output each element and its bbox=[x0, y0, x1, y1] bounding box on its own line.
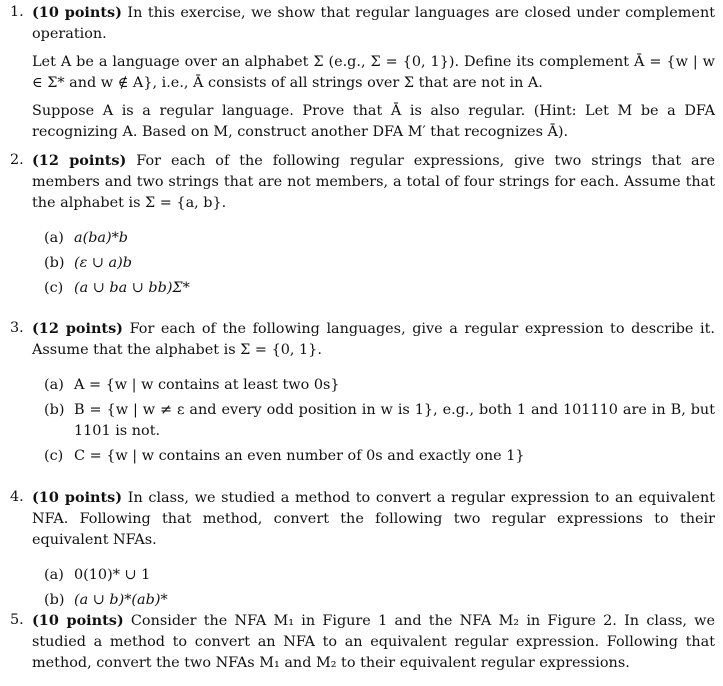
sub-item bbox=[44, 446, 715, 467]
sub-item-list bbox=[44, 228, 715, 299]
question-points: (12 points) bbox=[32, 320, 123, 337]
sub-item-label: (b) bbox=[44, 592, 65, 608]
sub-item-text: C = {w | w contains an even number of 0s and exactly one 1} bbox=[74, 448, 525, 464]
sub-item bbox=[44, 590, 715, 611]
sub-item-text: a(ba)*b bbox=[74, 230, 129, 246]
sub-item-text: (a ∪ ba ∪ bb)Σ* bbox=[74, 280, 190, 296]
question-2 bbox=[10, 150, 715, 303]
question-paragraph: Let A be a language over an alphabet Σ (e.g., Σ = {0, 1}). Define its complement Ā = {w | w ∈ Σ* and w ∉ A}, i.e., Ā consists of all strings over Σ that are not in A. bbox=[32, 54, 715, 91]
question-paragraph: Suppose A is a regular language. Prove that Ā is also regular. (Hint: Let M be a DFA recognizing A. Based on M, construct another DFA M′ that recognizes Ā). bbox=[32, 103, 715, 140]
question-points: (10 points) bbox=[32, 612, 124, 629]
question-number: 1. bbox=[10, 4, 24, 20]
question-number: 4. bbox=[10, 489, 24, 505]
question-points: (12 points) bbox=[32, 152, 127, 169]
paragraph-text: In this exercise, we show that regular languages are closed under complement operation. bbox=[32, 5, 715, 42]
sub-item-label: (c) bbox=[44, 280, 64, 296]
sub-item-label: (a) bbox=[44, 377, 64, 393]
sub-item-label: (c) bbox=[44, 448, 64, 464]
sub-item-text: (ε ∪ a)b bbox=[74, 255, 132, 271]
question-number: 5. bbox=[10, 612, 24, 628]
sub-item bbox=[44, 375, 715, 396]
sub-item-text: (a ∪ b)*(ab)* bbox=[74, 592, 168, 608]
sub-item-list bbox=[44, 375, 715, 467]
question-5 bbox=[10, 610, 715, 681]
sub-item-label: (b) bbox=[44, 255, 65, 271]
question-paragraph bbox=[32, 487, 715, 551]
sub-item bbox=[44, 253, 715, 274]
question-number: 2. bbox=[10, 152, 24, 168]
sub-item-label: (b) bbox=[44, 402, 65, 418]
sub-item bbox=[44, 400, 715, 442]
question-points: (10 points) bbox=[32, 4, 122, 21]
question-points: (10 points) bbox=[32, 489, 123, 506]
question-paragraph bbox=[32, 610, 715, 674]
question-4 bbox=[10, 487, 715, 615]
sub-item-label: (a) bbox=[44, 567, 64, 583]
paragraph-text: For each of the following regular expressions, give two strings that are members and two strings that are not members, a total of four strings for each. Assume that the alphabet is Σ = {a, b}. bbox=[32, 153, 715, 211]
question-paragraph bbox=[32, 318, 715, 361]
sub-item bbox=[44, 228, 715, 249]
sub-item-text: 0(10)* ∪ 1 bbox=[74, 567, 151, 583]
paragraph-text: In class, we studied a method to convert a regular expression to an equivalent NFA. Following that method, convert the following two regular expressions to their equivalent NFAs. bbox=[32, 490, 715, 548]
paragraph-text: Consider the NFA M₁ in Figure 1 and the NFA M₂ in Figure 2. In class, we studied a method to convert an NFA to an equivalent regular expression. Following that method, convert the two NFAs M₁ and M₂ to their equivalent regular expressions. bbox=[32, 613, 715, 671]
question-paragraph bbox=[32, 150, 715, 214]
sub-item-label: (a) bbox=[44, 230, 64, 246]
paragraph-text: For each of the following languages, give a regular expression to describe it. Assume that the alphabet is Σ = {0, 1}. bbox=[32, 321, 715, 358]
sub-item-text: B = {w | w ≠ ε and every odd position in w is 1}, e.g., both 1 and 101110 are in B, but 1101 is not. bbox=[74, 402, 715, 439]
sub-item bbox=[44, 278, 715, 299]
question-number: 3. bbox=[10, 320, 24, 336]
question-paragraph bbox=[32, 2, 715, 45]
question-1 bbox=[10, 2, 715, 150]
sub-item bbox=[44, 565, 715, 586]
sub-item-list bbox=[44, 565, 715, 611]
question-3 bbox=[10, 318, 715, 471]
sub-item-text: A = {w | w contains at least two 0s} bbox=[74, 377, 340, 393]
